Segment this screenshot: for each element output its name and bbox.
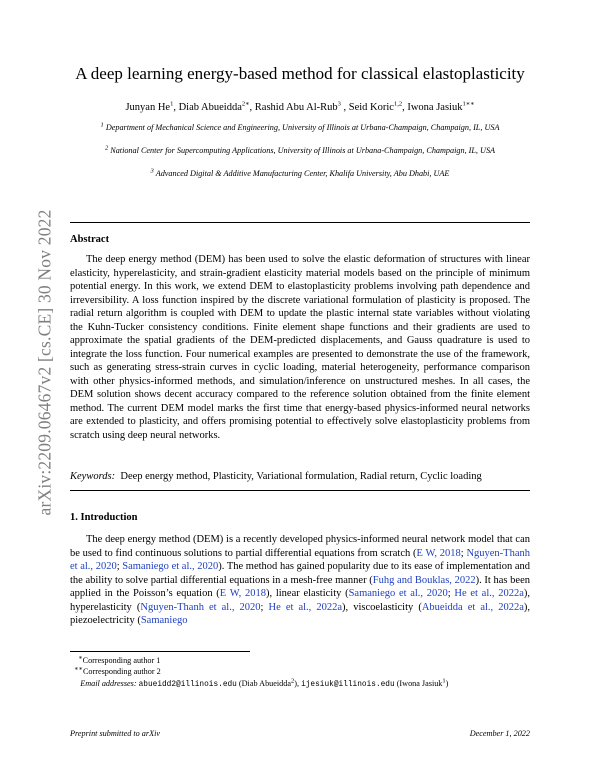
keywords: Keywords: Deep energy method, Plasticity, Variational formulation, Radial return, Cyclic loading [70, 471, 482, 482]
intro-text: ; [260, 601, 269, 613]
intro-text: ; [447, 588, 455, 599]
citation-link[interactable]: E W, 2018 [416, 547, 461, 559]
author-name: Iwona Jasiuk [407, 102, 463, 113]
intro-text: ; [116, 561, 123, 572]
section-heading-introduction: 1. Introduction [70, 512, 138, 523]
intro-text: ), piezoelectricity ( [70, 601, 531, 626]
footer-preprint: Preprint submitted to arXiv [70, 729, 160, 738]
author-affiliation-mark: 3 [337, 100, 341, 108]
arxiv-stamp: arXiv:2209.06467v2 [cs.CE] 30 Nov 2022 [34, 209, 55, 516]
citation-link[interactable]: Samaniego et al., 2020 [122, 561, 219, 572]
paper-title: A deep learning energy-based method for classical elastoplasticity [75, 64, 525, 83]
author-affiliation-mark: 1 [170, 100, 174, 108]
abstract-heading: Abstract [70, 234, 110, 245]
intro-text: ), hyperelasticity ( [70, 588, 530, 613]
footnote-corresponding-1: ∗Corresponding author 1 [78, 654, 161, 665]
footnote-emails: Email addresses: abueidd2@illinois.edu (Diab Abueidda$^2$), ijesiuk@illinois.edu (Iwona Jasiuk$^1$) [80, 677, 449, 689]
intro-text: The deep energy method (DEM) is a recently developed physics-informed neural network model that can be used to find continuous solutions to partial differential equations from scratch ( [70, 534, 530, 559]
intro-text: ), linear elasticity ( [266, 588, 349, 599]
author-affiliation-mark: 1,2 [393, 100, 403, 108]
author-name: Diab Abueidda [178, 102, 242, 113]
citation-link[interactable]: Nguyen-Thanh et al., 2020 [140, 601, 261, 613]
footer-date: December 1, 2022 [469, 729, 530, 738]
intro-text: ), viscoelasticity ( [342, 601, 422, 613]
author-affiliation-mark: 1∗∗ [462, 100, 475, 108]
email-link-jasiuk[interactable]: ijesiuk@illinois.edu [301, 681, 395, 689]
affiliation-3: $^3$ Advanced Digital & Additive Manufacturing Center, Khalifa University, Abu Dhabi, UAE [150, 167, 450, 178]
citation-link[interactable]: He et al., 2022a [268, 601, 343, 613]
citation-link[interactable]: Nguyen-Thanh et al., 2020 [70, 547, 531, 572]
author-name: Rashid Abu Al-Rub [254, 102, 338, 113]
intro-text: ). It has been applied in the Poisson’s equation ( [70, 574, 531, 599]
intro-text: ). The method has gained popularity due to its ease of implementation and the ability to solve partial differential equations in a mesh-free manner ( [70, 561, 531, 586]
author-name: Seid Koric [348, 102, 394, 113]
citation-link[interactable]: E W, 2018 [219, 588, 267, 599]
citation-link[interactable]: Abueidda et al., 2022a [421, 601, 524, 613]
footnote-corresponding-2: ∗∗Corresponding author 2 [74, 665, 161, 676]
email-link-abueidda[interactable]: abueidd2@illinois.edu [138, 681, 237, 689]
abstract-body: The deep energy method (DEM) has been used to solve the elastic deformation of structures with linear elasticity, hyperelasticity, and strain-gradient elasticity material models based on the principle of minimum potential energy. In this work, we extend DEM to elastoplasticity problems involving path dependence and irreversibility. A loss function inspired by the discrete variational formulation of plasticity is proposed. The radial return algorithm is coupled with DEM to update the plastic internal state variables without violating the Kuhn-Tucker consistency conditions. Finite element shape functions and their gradients are used to approximate the spatial gradients of the DEM-predicted displacements, and Gauss quadrature is used to integrate the loss function. Four numerical examples are presented to demonstrate the use of the framework, such as generating stress-strain curves in cyclic loading, material heterogeneity, performance comparison with other physics-informed methods, and simulation/inference on unstructured meshes. In all cases, the DEM solution shows decent accuracy compared to the reference solution obtained from the finite element method. The current DEM model marks the first time that energy-based physics-informed neural networks are extended to plasticity, and offers promising potential to effectively solve elastoplasticity problems from scratch using deep neural networks. [70, 254, 530, 441]
top-divider [70, 222, 530, 223]
author-name: Junyan He [125, 102, 171, 113]
author-affiliation-mark: 2∗ [241, 100, 250, 108]
author-list: Junyan He$^1$, Diab Abueidda$^{2∗}$, Rashid Abu Al-Rub$^3$ , Seid Koric$^{1,2}$, Iwona Jasiuk$^{1∗∗}$ [125, 100, 475, 113]
abstract-divider [70, 490, 530, 491]
introduction-body [70, 533, 530, 628]
affiliation-1: $^1$ Department of Mechanical Science and Engineering, University of Illinois at Urbana-Champaign, Champaign, IL, USA [100, 121, 500, 132]
affiliation-2: $^2$ National Center for Supercomputing Applications, University of Illinois at Urbana-Champaign, Champaign, IL, USA [104, 144, 496, 155]
citation-link[interactable]: Samaniego [140, 615, 188, 626]
footnote-rule [70, 651, 250, 652]
citation-link[interactable]: He et al., 2022a [454, 588, 524, 599]
citation-link[interactable]: Fuhg and Bouklas, 2022 [372, 574, 476, 586]
citation-link[interactable]: Samaniego et al., 2020 [348, 588, 448, 599]
intro-text: ; [460, 547, 467, 559]
